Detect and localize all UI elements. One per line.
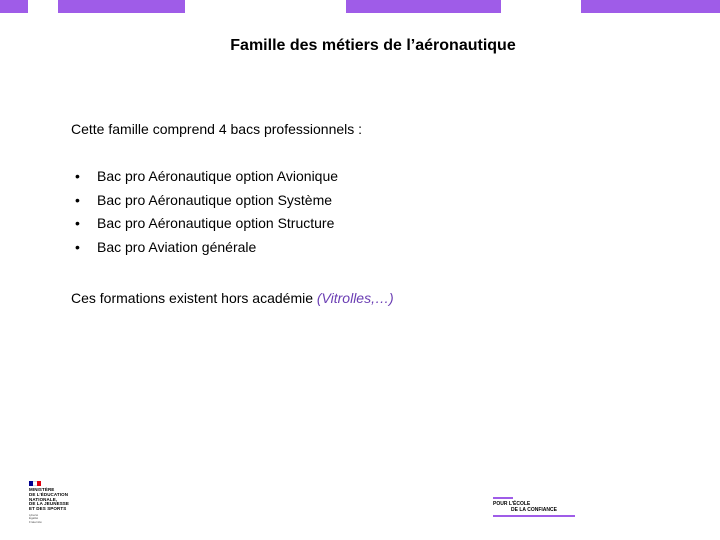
logo-underline bbox=[493, 515, 575, 517]
location-note bbox=[71, 290, 394, 306]
list-item bbox=[71, 239, 338, 263]
top-accent-bar-3 bbox=[346, 0, 501, 13]
bac-pro-list bbox=[71, 168, 338, 262]
list-item-label: Bac pro Aéronautique option Structure bbox=[97, 215, 335, 231]
top-accent-bar-2 bbox=[58, 0, 185, 13]
bullet-icon: • bbox=[75, 168, 80, 184]
slide-title: Famille des métiers de l’aéronautique bbox=[230, 37, 516, 54]
location-note-text: Ces formations existent hors académie bbox=[71, 290, 317, 306]
ministry-logo bbox=[29, 481, 89, 524]
french-flag-icon bbox=[29, 481, 41, 486]
list-item bbox=[71, 192, 338, 216]
list-item-label: Bac pro Aviation générale bbox=[97, 238, 257, 255]
ecole-line-1: POUR L’ÉCOLE bbox=[493, 501, 531, 507]
bullet-icon: • bbox=[75, 215, 80, 231]
list-item-label: Bac pro Aéronautique option Système bbox=[97, 191, 333, 208]
republic-motto: Liberté Égalité Fraternité bbox=[29, 512, 42, 524]
ministry-name: MINISTÈRE DE L’ÉDUCATION NATIONALE, DE LA JEUNESSE ET DES SPORTS bbox=[29, 487, 69, 512]
top-accent-bar-4 bbox=[581, 0, 720, 13]
list-item bbox=[71, 168, 338, 192]
bullet-icon: • bbox=[75, 238, 80, 255]
list-item-label: Bac pro Aéronautique option Avionique bbox=[97, 168, 339, 184]
logo-accent-bar bbox=[493, 497, 513, 499]
top-accent-bar-1 bbox=[0, 0, 28, 13]
ecole-confiance-logo bbox=[493, 497, 575, 517]
list-item bbox=[71, 215, 338, 239]
intro-text: Cette famille comprend 4 bacs professionnels : bbox=[71, 121, 363, 137]
location-note-place: (Vitrolles,…) bbox=[316, 290, 394, 306]
bullet-icon: • bbox=[75, 191, 80, 208]
ecole-line-2: DE LA CONFIANCE bbox=[511, 507, 557, 513]
